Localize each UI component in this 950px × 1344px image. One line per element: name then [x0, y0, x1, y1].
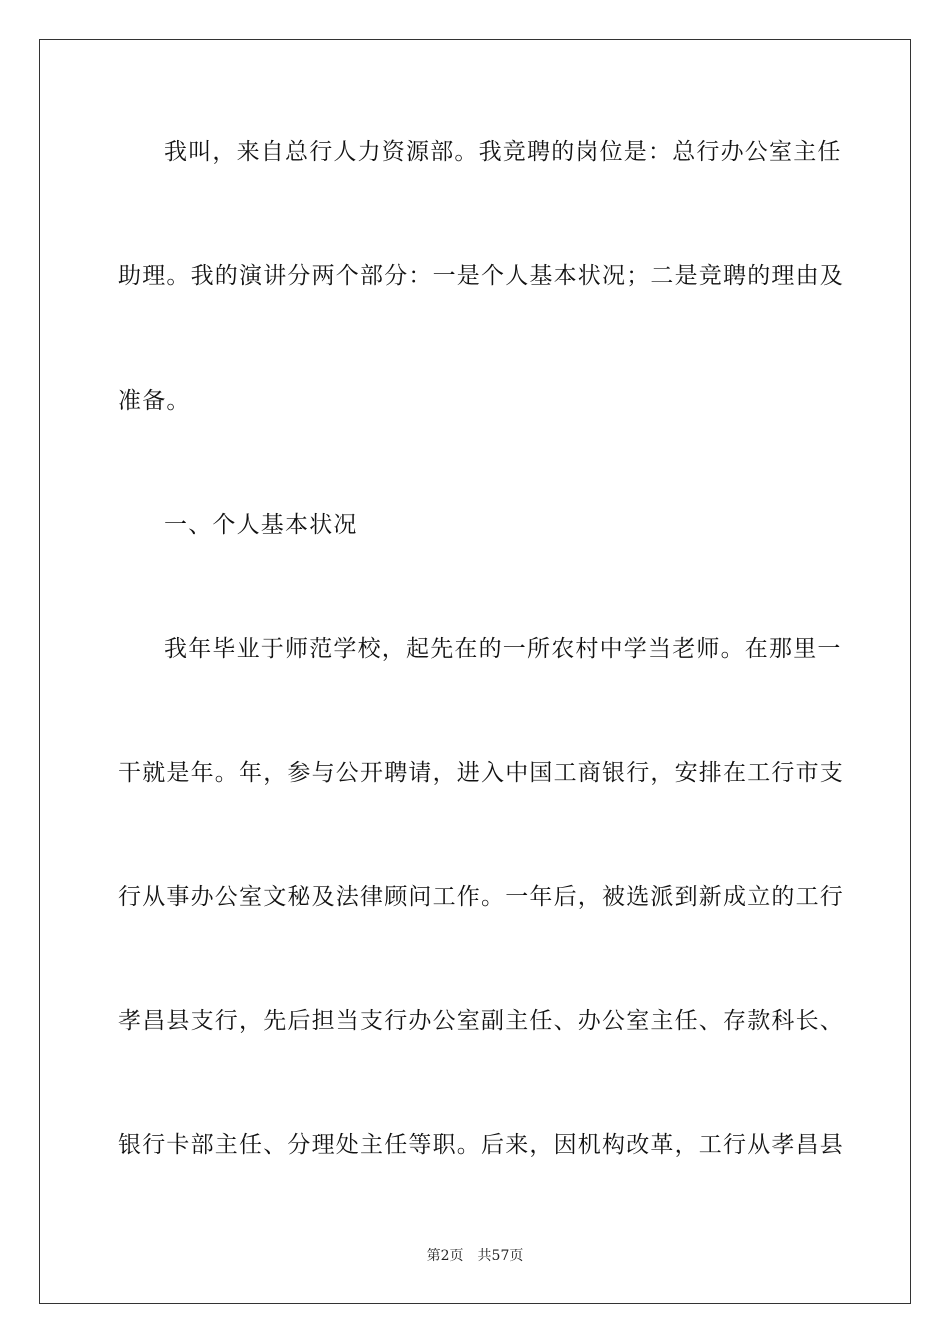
page-total: 共57页: [477, 1248, 524, 1264]
paragraph-3-line-4: 孝昌县支行，先后担当支行办公室副主任、办公室主任、存款科长、: [118, 1008, 844, 1034]
paragraph-1-line-2: 助理。我的演讲分两个部分：一是个人基本状况；二是竞聘的理由及: [118, 263, 844, 289]
paragraph-3-line-3: 行从事办公室文秘及法律顾问工作。一年后，被选派到新成立的工行: [118, 884, 844, 910]
page-number: 第2页: [426, 1248, 464, 1264]
paragraph-3-line-5: 银行卡部主任、分理处主任等职。后来，因机构改革，工行从孝昌县: [118, 1132, 844, 1158]
page-border: [39, 39, 911, 1304]
page-footer: [0, 1247, 950, 1265]
paragraph-3-line-1: 我年毕业于师范学校，起先在的一所农村中学当老师。在那里一: [164, 636, 842, 662]
section-heading: 一、个人基本状况: [164, 512, 358, 538]
paragraph-1-line-3: 准备。: [118, 388, 191, 414]
paragraph-3-line-2: 干就是年。年，参与公开聘请，进入中国工商银行，安排在工行市支: [118, 760, 844, 786]
paragraph-1-line-1: 我叫，来自总行人力资源部。我竞聘的岗位是：总行办公室主任: [164, 139, 842, 165]
